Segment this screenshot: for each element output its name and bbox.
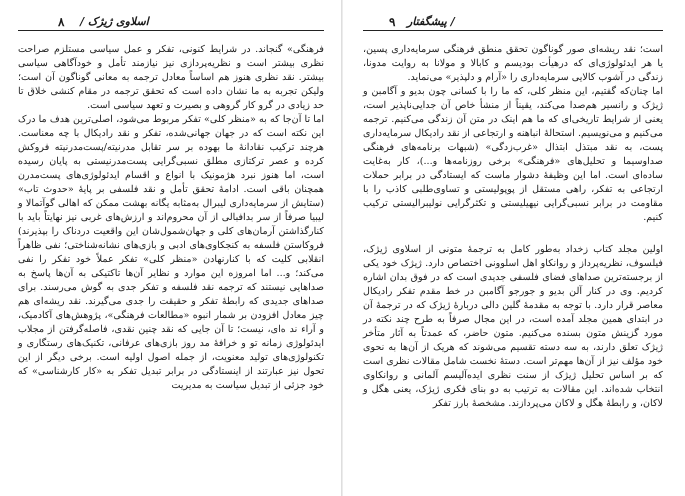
left-page-header — [18, 14, 324, 31]
left-page-body — [18, 43, 324, 393]
right-page-body — [363, 43, 663, 411]
left-running-title: / اسلاوی ژیژک — [80, 15, 149, 28]
left-paragraph-1: فرهنگی» گنجاند. در شرایط کنونی، تفکر و عمل سیاسی مستلزم صراحت نظری بیشتر است و نظریه‌پردازی نیز نیازمند تأمل و خودآگاهی سیاسی بیشتر. نقد نظری هنوز هم اساساً معادل ترجمه به معانی گوناگون آن است؛ ولیکن تجربه به ما نشان داده است که تحقق ترجمه در مقام کنشی خلاق تا حد زیادی در گرو کار گروهی و بصیرت و تعهد سیاسی است. — [18, 44, 324, 111]
right-paragraph-3: اولین مجلد کتاب زخداد به‌طور کامل به ترجمهٔ متونی از اسلاوی ژیژک، فیلسوف، نظریه‌پرداز و روانکاو اهل اسلوونی اختصاص دارد. ژیژک خود یکی از برجسته‌ترین صداهای فضای فلسفی جدیدی است که در فوق بدان اشاره کردیم. وی در کنار آلن بدیو و جورجو آگامبن در خط مقدم تفکر رادیکال معاصر قرار دارد. با توجه به مقدمهٔ گلین دالی دربارهٔ ژیژک که در ترجمهٔ آن در ابتدای همین مجلد آمده است، در این مجال صرفاً به طرح چند نکته در مورد گزینش متون بسنده می‌کنیم. متون حاضر، که عمدتاً به آثار متأخر ژیژک تعلق دارند، به سه دسته تقسیم می‌شوند که هریک از آن‌ها به نحوی خود مؤلف نیز از آن‌ها مهم‌تر است. دستهٔ نخست شامل مقالات نظری است که بر اساس تحلیل ژیژک از سنت نظری ایده‌آلیسم آلمانی و روانکاوی انتخاب شده‌اند. این مقالات به ترتیب به دو بنای فکری ژیژک، یعنی هگل و لاکان، و رابطهٔ هگل و لاکان می‌پردازند. مشخصهٔ بارز تفکر — [363, 244, 663, 409]
right-paragraph-2: اما چنان‌که گفتیم، این منظر کلی، که ما را با کسانی چون بدیو و آگامبن و ژیژک و رانسیر هم‌صدا می‌کند، یقیناً از منشأ خاص آن جدایی‌ناپذیر است، یعنی از شرایط تاریخی‌ای که ما هم اینک در متن آن زندگی می‌کنیم. ترجمه می‌کنیم و می‌نویسیم. استحالهٔ انباهنه و ارتجاعی از نقد رادیکال سرمایه‌داری پست، به نقد مبتذل ابتذال «غرب‌زدگی» (شبهات برنامه‌های فرهنگی صداوسیما و تحلیل‌های «فرهنگی» برخی روزنامه‌ها و...)، کار به‌غایت ساده‌ای است. اما این وظیفهٔ دشوار ماست که ایستادگی در برابر حملات ارتجاعی به تفکر، راهی مستقل از پوپولیستی و تساوی‌طلبی کاذب را با مقاومت در برابر نسبی‌گرایی نیهیلیستی و تکثرگرایی نولیبرالیستی ترکیب کنیم. — [363, 86, 663, 223]
right-running-title: پیشگفتار / — [407, 15, 455, 28]
right-page — [343, 0, 685, 496]
right-page-header — [363, 14, 663, 31]
left-paragraph-2: اما تا آن‌جا که به «منظر کلی» تفکر مربوط می‌شود، اصلی‌ترین هدف ما درک این نکته است که در جهان جهانی‌شده، تفکر و نقد رادیکال با چه معناست. هرچند ترکیب نقادانهٔ ما بهوده بر سر تقابل مدرنیته/پست‌مدرنیته فروکش کرده و عصر ترکتازی مطلق نسبی‌گرایی پست‌مدرنیستی به پایان رسیده است، اما هنوز نبرد هژمونیک با انواع و اقسام ایدئولوژی‌های پست‌مدرن همچنان باقی است. ادامهٔ تحقق تأمل و نقد فلسفی بر پایهٔ «حدوث تاب» (ستایش از سرمایه‌داری لیبرال به‌مثابه یگانه بهشت ممکن که اهالی گوآتمالا و لیبیا صرفاً از سر بدافبالی از آن محروم‌اند و ارزش‌های غربی نیز نهایتاً باید با کنارگذاشتن آرمان‌های کلی و جهان‌شمول‌شان این واقعیت دردناک را بپذیرند) فروکاستن فلسفه به کنجکاوی‌های ادبی و بازی‌های نشانه‌شناختی؛ نفی ظاهراً انقلابی کلیت که با کنارنهادن «منظر کلی» تفکر عملاً خود تفکر را نفی می‌کند؛ و... اما امروزه این موارد و نظایر آن‌ها تاکتیکی به آن‌ها پاسخ به صداهایی نیستند که ترجمه نقد فلسفه و تفکر جدی به گوش می‌رسند. برای صداهای جدیدی که رابطهٔ تفکر و حقیقت را جدی می‌گیرند. نقد ریشه‌ای هم چیز معادل افزودن بر شمار انبوه «مطالعات فرهنگی»، پژوهش‌های آکادمیک، و آراء ند ه‌ای، نیست؛ تا آن جایی که نقد چنین نقدی، فاصله‌گرفتن از مجلاب ایدئولوژی زمانه تو و خرافهٔ مد روز بازی‌های عرفانی، تکنیک‌های رستگاری و تکنولوژی‌های تولید معنویت، از جمله اصول اولیه است. برخی دیگر از این تحول نیز عبارتند از اینستادگی در برابر تبدیل تفکر به «کار کارشناسی» که خود جزئی از تبدیل سیاست به مدیریت — [18, 114, 324, 391]
right-paragraph-1: است؛ نقد ریشه‌ای صور گوناگون تحقق منطق فرهنگی سرمایه‌داری پسین، یا هر ایدئولوژی‌ای که درهیأت بودیسم و کابالا و مولانا به روایت مدونا، زندگی در آشوب کالایی سرمایه‌داری را «آرام و دلپذیر» می‌نماید. — [363, 44, 663, 83]
paragraph-gap — [363, 225, 663, 243]
left-page-number: ۸ — [58, 15, 65, 29]
right-page-number: ۹ — [389, 15, 396, 29]
left-page — [0, 0, 342, 496]
